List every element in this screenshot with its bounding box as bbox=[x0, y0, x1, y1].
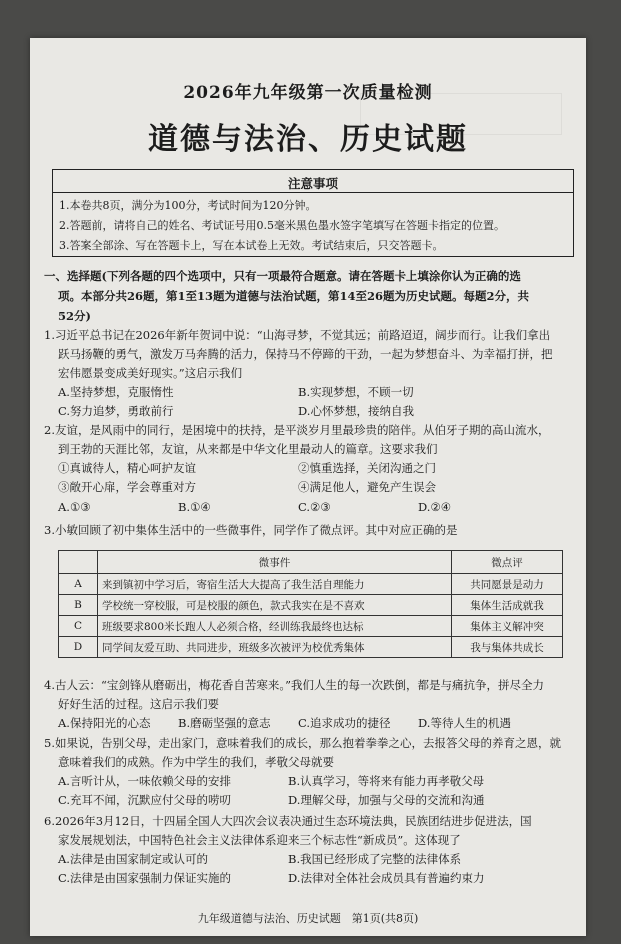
q4-option-a: A.保持阳光的心态 bbox=[58, 716, 151, 730]
table-header-cell bbox=[59, 551, 98, 574]
q5-option-a: A.言听计从，一味依赖父母的安排 bbox=[58, 774, 231, 788]
table-cell-comment: 集体主义解冲突 bbox=[452, 616, 563, 637]
q3-stem: 3.小敏回顾了初中集体生活中的一些微事件，同学作了微点评。其中对应正确的是 bbox=[44, 523, 458, 537]
q2-item-4: ④满足他人，避免产生误会 bbox=[298, 480, 436, 494]
table-cell-event: 学校统一穿校服，可是校服的颜色，款式我实在是不喜欢 bbox=[98, 595, 452, 616]
q6-option-d: D.法律对全体社会成员具有普遍约束力 bbox=[288, 871, 485, 885]
q1-option-a: A.坚持梦想，克服惰性 bbox=[58, 385, 174, 399]
table-cell-event: 同学间友爱互助、共同进步，班级多次被评为校优秀集体 bbox=[98, 637, 452, 658]
q1-option-b: B.实现梦想，不顾一切 bbox=[298, 385, 414, 399]
section-heading: 52分) bbox=[58, 309, 91, 323]
q2-option-b: B.①④ bbox=[178, 500, 211, 514]
table-header-cell: 微事件 bbox=[98, 551, 452, 574]
q2-stem: 2.友谊，是风雨中的同行，是困境中的扶持，是平淡岁月里最珍贵的陪伴。从伯牙子期的高山流水， bbox=[44, 423, 550, 437]
note-item: 3.答案全部涂、写在答题卡上，写在本试卷上无效。考试结束后，只交答题卡。 bbox=[59, 239, 444, 252]
q1-stem: 跃马扬鞭的勇气，激发万马奔腾的活力，保持马不停蹄的干劲，一起为梦想奋斗、为幸福打拼，把 bbox=[58, 347, 553, 361]
table-row bbox=[59, 637, 563, 658]
table-row bbox=[59, 574, 563, 595]
q4-stem: 4.古人云：“宝剑锋从磨砺出，梅花香自苦寒来。”我们人生的每一次跌倒，都是与痛抗争，拼尽全力 bbox=[44, 678, 544, 692]
table-header-row bbox=[59, 551, 563, 574]
table-cell-comment: 集体生活成就我 bbox=[452, 595, 563, 616]
q4-stem: 好好生活的过程。这启示我们要 bbox=[58, 697, 219, 711]
q2-option-c: C.②③ bbox=[298, 500, 331, 514]
q6-option-c: C.法律是由国家强制力保证实施的 bbox=[58, 871, 232, 885]
q6-stem: 家发展规划法，中国特色社会主义法律体系迎来三个标志性“新成员”。这体现了 bbox=[58, 833, 461, 847]
table-cell-comment: 共同愿景是动力 bbox=[452, 574, 563, 595]
table-cell-key: C bbox=[59, 616, 98, 637]
notes-divider bbox=[53, 192, 573, 193]
q1-stem: 1.习近平总书记在2026年新年贺词中说：“山海寻梦，不觉其远；前路迢迢，阔步而行。让我们拿出 bbox=[44, 328, 551, 342]
q3-event-table bbox=[58, 550, 563, 658]
q5-option-b: B.认真学习，等将来有能力再孝敬父母 bbox=[288, 774, 485, 788]
q2-item-2: ②慎重选择，关闭沟通之门 bbox=[298, 461, 436, 475]
q1-option-d: D.心怀梦想，接纳自我 bbox=[298, 404, 414, 418]
subject-title: 道德与法治、历史试题 bbox=[148, 122, 468, 157]
q5-stem: 5.如果说，告别父母，走出家门，意味着我们的成长，那么抱着拳拳之心，去报答父母的养育之恩，就 bbox=[44, 736, 561, 750]
notes-heading: 注意事项 bbox=[287, 176, 338, 191]
table-row bbox=[59, 616, 563, 637]
q4-option-b: B.磨砺坚强的意志 bbox=[178, 716, 271, 730]
table-cell-key: D bbox=[59, 637, 98, 658]
q5-option-c: C.充耳不闻，沉默应付父母的唠叨 bbox=[58, 793, 232, 807]
table-cell-key: B bbox=[59, 595, 98, 616]
notes-box bbox=[52, 169, 574, 257]
q5-stem: 意味着我们的成熟。作为中学生的我们，孝敬父母就要 bbox=[58, 755, 334, 769]
table-cell-key: A bbox=[59, 574, 98, 595]
q4-option-d: D.等待人生的机遇 bbox=[418, 716, 511, 730]
q2-item-3: ③敞开心扉，学会尊重对方 bbox=[58, 480, 196, 494]
section-heading: 一、选择题(下列各题的四个选项中，只有一项最符合题意。请在答题卡上填涂你认为正确的选 bbox=[44, 269, 521, 283]
q1-stem: 宏伟愿景变成美好现实。”这启示我们 bbox=[58, 366, 243, 380]
q2-item-1: ①真诚待人，精心呵护友谊 bbox=[58, 461, 196, 475]
page-footer: 九年级道德与法治、历史试题 第1页(共8页) bbox=[197, 912, 419, 925]
table-row bbox=[59, 595, 563, 616]
q5-option-d: D.理解父母，加强与父母的交流和沟通 bbox=[288, 793, 485, 807]
q4-option-c: C.追求成功的捷径 bbox=[298, 716, 391, 730]
q2-option-d: D.②④ bbox=[418, 500, 452, 514]
note-item: 1.本卷共8页，满分为100分，考试时间为120分钟。 bbox=[59, 199, 317, 212]
note-item: 2.答题前，请将自己的姓名、考试证号用0.5毫米黑色墨水签字笔填写在答题卡指定的位置。 bbox=[59, 219, 505, 232]
q6-option-a: A.法律是由国家制定或认可的 bbox=[58, 852, 208, 866]
q2-stem: 到王勃的天涯比邻，友谊，从来都是中华文化里最动人的篇章。这要求我们 bbox=[58, 442, 438, 456]
table-cell-comment: 我与集体共成长 bbox=[452, 637, 563, 658]
table-cell-event: 来到镇初中学习后，寄宿生活大大提高了我生活自理能力 bbox=[98, 574, 452, 595]
q6-stem: 6.2026年3月12日，十四届全国人大四次会议表决通过生态环境法典，民族团结进步促进法，国 bbox=[44, 814, 532, 828]
q6-option-b: B.我国已经形成了完整的法律体系 bbox=[288, 852, 462, 866]
q2-option-a: A.①③ bbox=[58, 500, 91, 514]
exam-paper bbox=[30, 38, 586, 936]
exam-title: 2026年九年级第一次质量检测 bbox=[183, 83, 433, 103]
table-header-cell: 微点评 bbox=[452, 551, 563, 574]
section-heading: 项。本部分共26题，第1至13题为道德与法治试题，第14至26题为历史试题。每题2分，共 bbox=[58, 289, 530, 303]
q1-option-c: C.努力追梦，勇敢前行 bbox=[58, 404, 174, 418]
table-cell-event: 班级要求800米长跑人人必须合格，经训练我最终也达标 bbox=[98, 616, 452, 637]
